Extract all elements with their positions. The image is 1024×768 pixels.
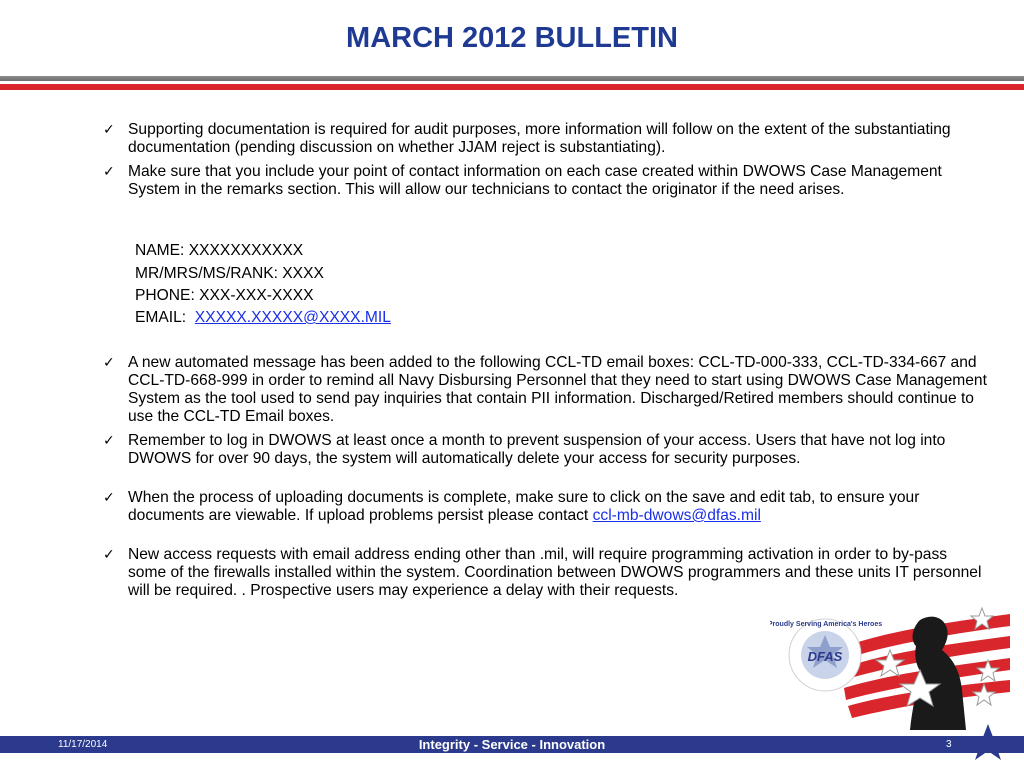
slide-title: MARCH 2012 BULLETIN <box>346 22 678 54</box>
contact-email-label: EMAIL: <box>135 309 195 326</box>
check-mark-icon: ✓ <box>103 490 115 506</box>
header-gray-rule <box>0 76 1024 81</box>
bullet-text <box>128 489 988 525</box>
check-mark-icon: ✓ <box>103 433 115 449</box>
bullet-text: New access requests with email address ending other than .mil, will require programming activation in order to by-pass some of the firewalls installed within the system. Coordination between DWOWS programmers and these units IT personnel will be required. . Prospective users may experience a delay with their requests. <box>128 546 982 599</box>
logo-text: Proudly Serving America's Heroes <box>770 621 883 628</box>
bullet-text: Remember to log in DWOWS at least once a month to prevent suspension of your access. Users that have not log into DWOWS for over 90 days, the system will automatically delete your access for security purposes. <box>128 432 946 467</box>
dfas-logo <box>770 600 1024 730</box>
contact-name-line: NAME: XXXXXXXXXXX <box>135 242 304 259</box>
bullet-text: A new automated message has been added to the following CCL-TD email boxes: CCL-TD-000-333, CCL-TD-334-667 and CCL-TD-668-999 in order to remind all Navy Disbursing Personnel that they need to start using DWOWS Case Management System as the tool used to send pay inquiries that contain PII information. Discharged/Retired members should continue to use the CCL-TD Email boxes. <box>128 354 987 425</box>
bullet-text: Supporting documentation is required for audit purposes, more information will follow on the extent of the substantiating documentation (pending discussion on whether JJAM reject is substantiating). <box>128 121 951 156</box>
dfas-badge <box>770 619 882 691</box>
check-mark-icon: ✓ <box>103 164 115 180</box>
bullet-text-main: When the process of uploading documents is complete, make sure to click on the save and edit tab, to ensure your documents are viewable. If upload problems persist please contact <box>128 489 920 524</box>
footer-motto: Integrity - Service - Innovation <box>418 737 606 752</box>
check-mark-icon: ✓ <box>103 355 115 371</box>
logo-initials: DFAS <box>807 649 843 664</box>
contact-phone-line: PHONE: XXX-XXX-XXXX <box>135 287 314 304</box>
bullet-text: Make sure that you include your point of contact information on each case created within DWOWS Case Management System in the remarks section. This will allow our technicians to contact the originator if the need arises. <box>128 163 942 198</box>
page-number: 3 <box>946 739 952 750</box>
footer-star-icon <box>966 722 1010 762</box>
contact-email-line <box>135 309 391 327</box>
footer-date: 11/17/2014 <box>58 739 108 750</box>
contact-email-link[interactable]: XXXXX.XXXXX@XXXX.MIL <box>194 309 391 326</box>
contact-rank-line: MR/MRS/MS/RANK: XXXX <box>135 265 324 282</box>
check-mark-icon: ✓ <box>103 122 115 138</box>
support-email-link[interactable]: ccl-mb-dwows@dfas.mil <box>592 507 761 524</box>
check-mark-icon: ✓ <box>103 547 115 563</box>
header-red-rule <box>0 84 1024 90</box>
